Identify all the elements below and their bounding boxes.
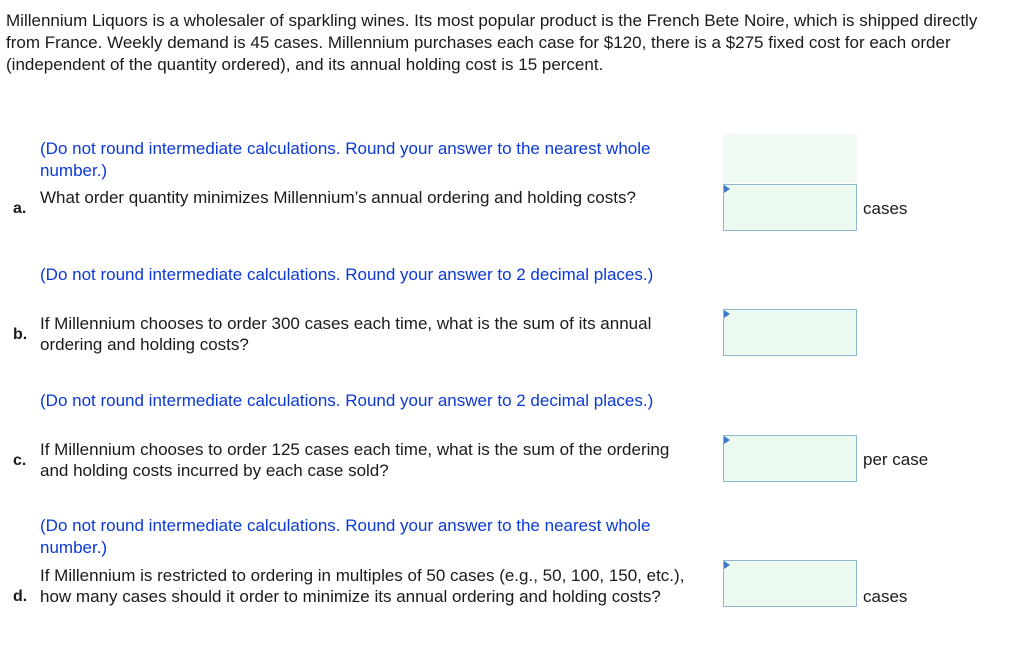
question-a-instruction: (Do not round intermediate calculations. Round your answer to the nearest whole number.) bbox=[40, 139, 651, 180]
answer-a-unit: cases bbox=[863, 199, 908, 218]
problem-statement: Millennium Liquors is a wholesaler of sparkling wines. Its most popular product is the French Bete Noire, which is shipped directly from France. Weekly demand is 45 cases. Millennium purchases each case for $120, there is a $275 fixed cost for each order (independent of the quantity ordered), and its annual holding cost is 15 percent. bbox=[6, 11, 978, 74]
question-d-letter: d. bbox=[13, 588, 28, 605]
answer-d-flag-icon bbox=[724, 561, 730, 569]
question-b-instruction: (Do not round intermediate calculations. Round your answer to 2 decimal places.) bbox=[40, 265, 654, 284]
answer-header-tint bbox=[723, 134, 857, 183]
question-c-letter: c. bbox=[13, 452, 27, 469]
answer-a-flag-icon bbox=[724, 185, 730, 193]
answer-input-d[interactable] bbox=[723, 560, 857, 607]
question-a-letter: a. bbox=[13, 200, 27, 217]
answer-c-unit: per case bbox=[863, 450, 929, 469]
answer-c-flag-icon bbox=[724, 436, 730, 444]
question-b-text: If Millennium chooses to order 300 cases each time, what is the sum of its annual ordering and holding costs? bbox=[40, 314, 652, 354]
question-c-instruction: (Do not round intermediate calculations. Round your answer to 2 decimal places.) bbox=[40, 391, 654, 410]
question-b-letter: b. bbox=[13, 326, 28, 343]
answer-input-c[interactable] bbox=[723, 435, 857, 482]
question-d-text: If Millennium is restricted to ordering in multiples of 50 cases (e.g., 50, 100, 150, etc.), how many cases should it order to minimize its annual ordering and holding costs? bbox=[40, 566, 685, 606]
answer-input-b[interactable] bbox=[723, 309, 857, 356]
answer-b-flag-icon bbox=[724, 310, 730, 318]
answer-d-unit: cases bbox=[863, 587, 908, 606]
question-a-text: What order quantity minimizes Millennium’s annual ordering and holding costs? bbox=[40, 188, 636, 207]
answer-input-a[interactable] bbox=[723, 184, 857, 231]
question-c-text: If Millennium chooses to order 125 cases each time, what is the sum of the ordering and holding costs incurred by each case sold? bbox=[40, 440, 670, 480]
question-d-instruction: (Do not round intermediate calculations. Round your answer to the nearest whole number.) bbox=[40, 516, 651, 557]
